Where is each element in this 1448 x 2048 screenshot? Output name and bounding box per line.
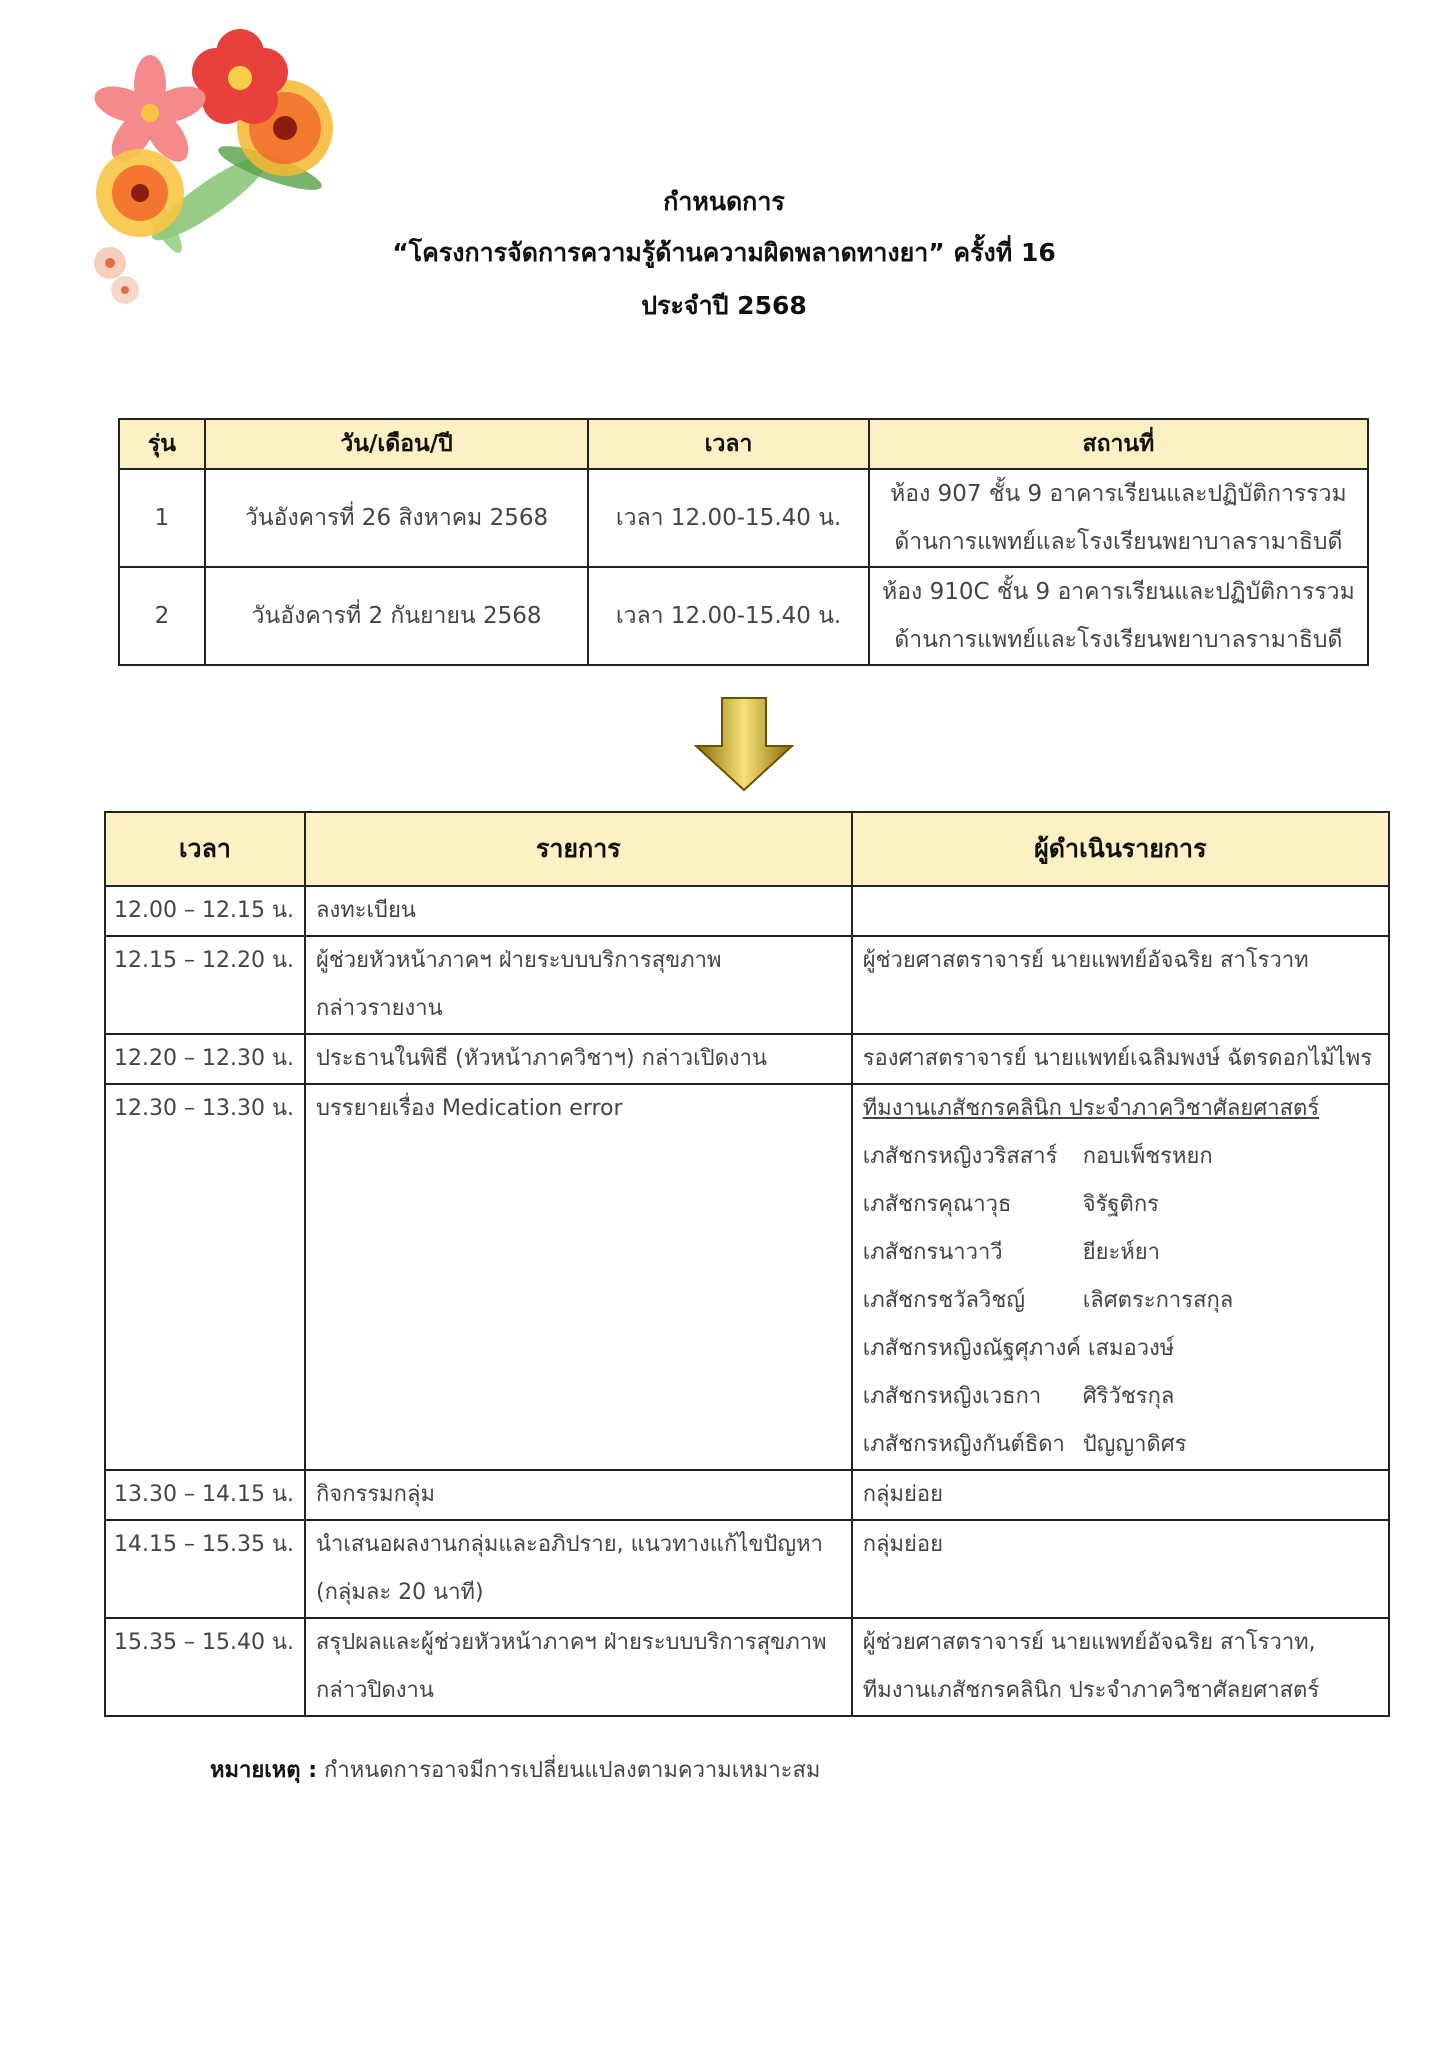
member-first-name: เภสัชกรหญิงณัฐศุภางค์ [862,1336,1082,1361]
column-header-batch: รุ่น [119,419,205,469]
row-item: ลงทะเบียน [305,886,852,936]
team-member [863,1325,1378,1373]
row-host: กลุ่มย่อย [852,1520,1389,1618]
row-item [305,1618,852,1716]
member-last-name: เสมอวงษ์ [1088,1336,1175,1361]
member-first-name: เภสัชกรชวัลวิชญ์ [862,1288,1026,1313]
team-member [863,1373,1378,1421]
row-host [852,1084,1389,1470]
year-title: ประจำปี 2568 [641,291,807,320]
member-last-name: กอบเพ็ชรหยก [1082,1144,1213,1169]
table-row [105,1034,1389,1084]
session-date: วันอังคารที่ 26 สิงหาคม 2568 [205,469,588,567]
team-member [863,1181,1378,1229]
table-row [105,1084,1389,1470]
row-host: ผู้ช่วยศาสตราจารย์ นายแพทย์อัจฉริย สาโรวาท [852,936,1389,1034]
row-item-line-1: ผู้ช่วยหัวหน้าภาคฯ ฝ่ายระบบบริการสุขภาพ [315,948,722,973]
row-item-line-2: กล่าวปิดงาน [315,1678,434,1703]
row-item-line-2: (กลุ่มละ 20 นาที) [315,1580,484,1605]
team-member [863,1421,1378,1469]
row-host-line-1: ผู้ช่วยศาสตราจารย์ นายแพทย์อัจฉริย สาโรวาท, [862,1630,1316,1655]
schedule-table [104,811,1390,1717]
row-item-line-2: กล่าวรายงาน [315,996,443,1021]
place-line-1: ห้อง 907 ชั้น 9 อาคารเรียนและปฏิบัติการรวม [890,481,1347,507]
row-host: รองศาสตราจารย์ นายแพทย์เฉลิมพงษ์ ฉัตรดอกไม้ไพร [852,1034,1389,1084]
schedule-table-header [105,812,1389,886]
member-first-name: เภสัชกรหญิงวริสสาร์ [862,1144,1058,1169]
row-time: 14.15 – 15.35 น. [105,1520,305,1618]
table-row [105,1470,1389,1520]
footnote-text: กำหนดการอาจมีการเปลี่ยนแปลงตามความเหมาะสม [324,1758,821,1783]
column-header-time: เวลา [105,812,305,886]
batch-number: 1 [119,469,205,567]
row-time: 12.30 – 13.30 น. [105,1084,305,1470]
column-header-date: วัน/เดือน/ปี [205,419,588,469]
session-table [118,418,1369,666]
row-time: 15.35 – 15.40 น. [105,1618,305,1716]
column-header-time: เวลา [588,419,869,469]
table-row [105,936,1389,1034]
team-member [863,1229,1378,1277]
row-time: 12.15 – 12.20 น. [105,936,305,1034]
place-line-2: ด้านการแพทย์และโรงเรียนพยาบาลรามาธิบดี [894,627,1343,653]
team-heading: ทีมงานเภสัชกรคลินิก ประจำภาควิชาศัลยศาสตร์ [862,1096,1320,1121]
place-line-1: ห้อง 910C ชั้น 9 อาคารเรียนและปฏิบัติการรวม [882,579,1355,605]
member-first-name: เภสัชกรนาวาวี [862,1240,1003,1265]
row-item [305,936,852,1034]
row-host-line-2: ทีมงานเภสัชกรคลินิก ประจำภาควิชาศัลยศาสตร์ [862,1678,1320,1703]
row-item: ประธานในพิธี (หัวหน้าภาควิชาฯ) กล่าวเปิดงาน [305,1034,852,1084]
member-first-name: เภสัชกรคุณาวุธ [862,1192,1012,1217]
session-table-header [119,419,1368,469]
row-host: กลุ่มย่อย [852,1470,1389,1520]
document-title: กำหนดการ [663,187,785,216]
column-header-item: รายการ [305,812,852,886]
row-item [305,1520,852,1618]
row-host [852,1618,1389,1716]
batch-number: 2 [119,567,205,665]
footnote-label: หมายเหตุ : [210,1758,318,1783]
column-header-place: สถานที่ [869,419,1368,469]
member-last-name: จิรัฐติกร [1082,1192,1159,1217]
row-item: กิจกรรมกลุ่ม [305,1470,852,1520]
footnote [210,1752,820,1787]
session-place [869,469,1368,567]
team-member [863,1277,1378,1325]
row-time: 12.00 – 12.15 น. [105,886,305,936]
table-row [119,469,1368,567]
team-member [863,1133,1378,1181]
table-row [119,567,1368,665]
row-time: 12.20 – 12.30 น. [105,1034,305,1084]
member-last-name: ศิริวัชรกุล [1082,1384,1175,1409]
session-time: เวลา 12.00-15.40 น. [588,567,869,665]
column-header-host: ผู้ดำเนินรายการ [852,812,1389,886]
table-row [105,1618,1389,1716]
row-time: 13.30 – 14.15 น. [105,1470,305,1520]
table-row [105,886,1389,936]
session-place [869,567,1368,665]
member-last-name: ปัญญาดิศร [1082,1432,1187,1457]
down-arrow-icon [694,696,794,792]
row-item-line-1: นำเสนอผลงานกลุ่มและอภิปราย, แนวทางแก้ไขปัญหา [315,1532,823,1557]
row-item-line-1: สรุปผลและผู้ช่วยหัวหน้าภาคฯ ฝ่ายระบบบริการสุขภาพ [315,1630,827,1655]
member-last-name: เลิศตระการสกุล [1082,1288,1234,1313]
row-host [852,886,1389,936]
session-time: เวลา 12.00-15.40 น. [588,469,869,567]
place-line-2: ด้านการแพทย์และโรงเรียนพยาบาลรามาธิบดี [894,529,1343,555]
member-first-name: เภสัชกรหญิงกันต์ธิดา [862,1432,1065,1457]
member-first-name: เภสัชกรหญิงเวธกา [862,1384,1042,1409]
project-title: “โครงการจัดการความรู้ด้านความผิดพลาดทางยา” ครั้งที่ 16 [392,238,1056,267]
member-last-name: ยียะห์ยา [1082,1240,1161,1265]
table-row [105,1520,1389,1618]
flower-decoration-icon [70,18,370,318]
row-item: บรรยายเรื่อง Medication error [305,1084,852,1470]
session-date: วันอังคารที่ 2 กันยายน 2568 [205,567,588,665]
